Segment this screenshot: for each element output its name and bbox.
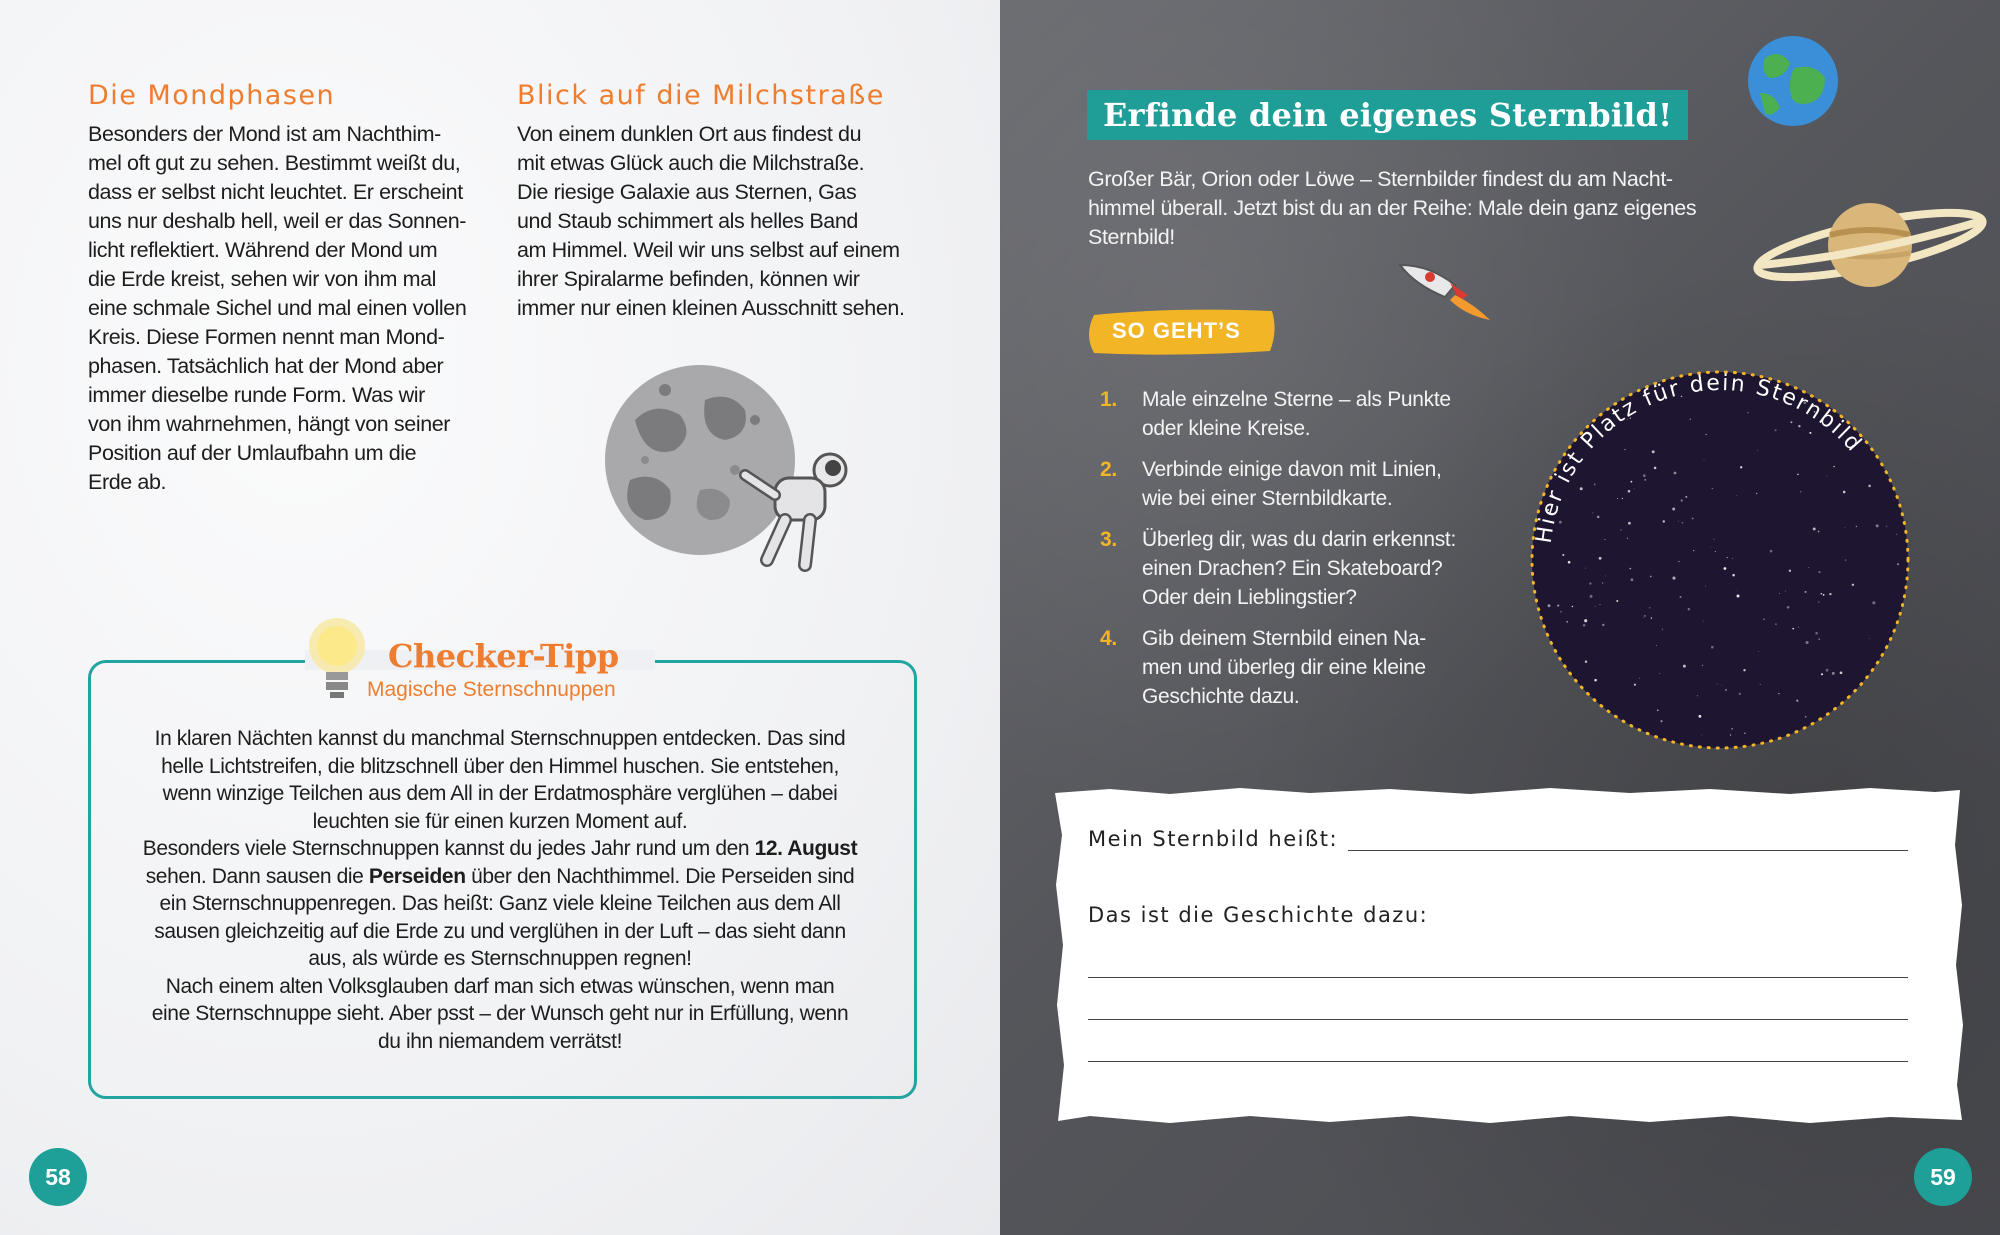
moon-astronaut-illustration — [605, 360, 865, 610]
text-line: sausen gleichzeitig auf die Erde zu und verglühen in der Luft – das sieht dann — [154, 919, 846, 943]
text-line: wenn winzige Teilchen aus dem All in der Erdatmosphäre verglühen – dabei — [162, 782, 838, 805]
star-dot — [1650, 576, 1652, 578]
star-dot — [1651, 617, 1652, 618]
star-dot — [1683, 665, 1686, 668]
star-dot — [1597, 516, 1600, 519]
story-line[interactable] — [1088, 977, 1908, 978]
tip-subtitle: Magische Sternschnuppen — [367, 678, 616, 701]
text-line: die Erde kreist, sehen wir von ihm mal — [88, 267, 437, 291]
star-dot — [1584, 619, 1587, 622]
star-dot — [1792, 628, 1794, 630]
star-dot — [1659, 673, 1660, 674]
star-dot — [1808, 567, 1809, 568]
text-line: Besonders der Mond ist am Nachthim- — [88, 122, 441, 146]
text-line: uns nur deshalb hell, weil er das Sonnen- — [88, 209, 467, 233]
star-dot — [1589, 582, 1591, 584]
text-line: phasen. Tatsächlich hat der Mond aber — [88, 354, 444, 378]
star-dot — [1634, 488, 1635, 489]
star-dot — [1832, 672, 1835, 675]
text-line: immer dieselbe runde Form. Was wir — [88, 383, 425, 407]
star-dot — [1743, 669, 1745, 671]
star-dot — [1585, 661, 1587, 663]
star-dot — [1656, 645, 1657, 646]
star-dot — [1818, 531, 1820, 533]
star-dot — [1763, 619, 1764, 620]
star-dot — [1599, 557, 1602, 560]
mondphasen-title: Die Mondphasen — [88, 80, 336, 111]
star-dot — [1775, 429, 1777, 431]
star-dot — [1896, 534, 1897, 535]
star-dot — [1806, 641, 1809, 644]
star-dot — [1800, 491, 1801, 492]
page-number-right: 59 — [1914, 1148, 1972, 1206]
text-line: sehen. Dann sausen die Perseiden über den Nachthimmel. Die Perseiden sind — [145, 864, 855, 888]
star-dot — [1869, 638, 1870, 639]
star-dot — [1845, 527, 1846, 528]
star-dot — [1732, 574, 1735, 577]
text-line: himmel überall. Jetzt bist du an der Reihe: Male dein ganz eigenes — [1088, 196, 1697, 220]
star-dot — [1760, 684, 1761, 685]
star-dot — [1897, 563, 1899, 565]
star-dot — [1634, 684, 1636, 686]
star-dot — [1787, 606, 1790, 609]
star-dot — [1797, 474, 1799, 476]
text-line: aus, als würde es Sternschnuppen regnen! — [308, 947, 692, 970]
star-dot — [1594, 679, 1597, 682]
star-dot — [1566, 621, 1568, 623]
text-line: eine schmale Sichel und mal einen vollen — [88, 296, 467, 320]
step-item: 2. Verbinde einige davon mit Linien, wie bei einer Sternbildkarte. — [1100, 458, 1442, 510]
star-dot — [1639, 678, 1640, 679]
text-line: Kreis. Diese Formen nennt man Mond- — [88, 325, 445, 349]
saturn-icon — [1750, 185, 1990, 305]
star-dot — [1703, 621, 1704, 622]
star-dot — [1572, 606, 1573, 607]
star-dot — [1731, 728, 1733, 730]
star-dot — [1826, 476, 1827, 477]
star-dot — [1690, 419, 1691, 420]
star-dot — [1798, 425, 1800, 427]
star-dot — [1590, 595, 1593, 598]
sternbild-name-label: Mein Sternbild heißt: — [1088, 827, 1339, 851]
so-gehts-label: SO GEHT’S — [1112, 318, 1241, 343]
star-dot — [1605, 576, 1606, 577]
perseiden-highlight: Perseiden — [368, 864, 466, 888]
star-dot — [1737, 590, 1738, 591]
star-dot — [1818, 638, 1820, 640]
star-dot — [1568, 561, 1571, 564]
text-line: dass er selbst nicht leuchtet. Er erscheint — [88, 180, 463, 204]
star-dot — [1705, 586, 1706, 587]
star-dot — [1730, 734, 1731, 735]
intro-text — [1088, 165, 1748, 252]
star-dot — [1692, 517, 1694, 519]
star-dot — [1823, 594, 1825, 596]
star-dot — [1732, 558, 1733, 559]
star-dot — [1663, 520, 1665, 522]
tip-body — [110, 725, 890, 1055]
step-item: 4. Gib deinem Sternbild einen Na- men und überleg dir eine kleine Geschichte dazu. — [1100, 627, 1426, 708]
story-line[interactable] — [1088, 1019, 1908, 1020]
star-dot — [1672, 577, 1675, 580]
star-dot — [1682, 522, 1684, 524]
story-line[interactable] — [1088, 1061, 1908, 1062]
text-line: Nach einem alten Volksglauben darf man sich etwas wünschen, wenn man — [165, 974, 835, 998]
text-line: Großer Bär, Orion oder Löwe – Sternbilder findest du am Nacht- — [1088, 167, 1673, 191]
star-dot — [1717, 683, 1718, 684]
heading-banner — [1087, 90, 1688, 140]
moon-icon — [605, 365, 795, 555]
text-line: Von einem dunklen Ort aus findest du — [517, 122, 862, 146]
star-dot — [1672, 508, 1675, 511]
star-dot — [1643, 474, 1646, 477]
star-dot — [1739, 693, 1741, 695]
text-line: mel oft gut zu sehen. Bestimmt weißt du, — [88, 151, 461, 175]
steps-list — [1100, 385, 1520, 723]
star-dot — [1789, 570, 1791, 572]
star-dot — [1645, 479, 1646, 480]
star-dot — [1843, 491, 1846, 494]
star-dot — [1796, 700, 1798, 702]
star-dot — [1657, 709, 1659, 711]
star-dot — [1621, 529, 1622, 530]
star-dot — [1688, 608, 1690, 610]
star-dot — [1622, 498, 1623, 499]
star-dot — [1662, 629, 1663, 630]
star-dot — [1617, 498, 1618, 499]
text-line: ein Sternschnuppenregen. Das heißt: Ganz viele kleine Teilchen aus dem All — [159, 892, 841, 915]
star-dot — [1775, 623, 1777, 625]
star-dot — [1602, 624, 1604, 626]
star-dot — [1852, 584, 1854, 586]
star-dot — [1758, 651, 1759, 652]
star-dot — [1592, 512, 1593, 513]
star-dot — [1628, 522, 1631, 525]
star-dot — [1580, 487, 1583, 490]
star-dot — [1711, 646, 1714, 649]
star-dot — [1805, 591, 1807, 593]
text-line: Besonders viele Sternschnuppen kannst du jedes Jahr rund um den 12. August — [142, 837, 858, 860]
star-dot — [1585, 568, 1586, 569]
star-dot — [1818, 602, 1819, 603]
milchstrasse-text — [517, 120, 937, 323]
star-dot — [1809, 432, 1811, 434]
star-dot — [1680, 596, 1682, 598]
star-dot — [1631, 578, 1634, 581]
page-heading: Erfinde dein eigenes Sternbild! — [1103, 96, 1673, 134]
star-dot — [1805, 716, 1807, 718]
star-dot — [1770, 550, 1773, 553]
star-dot — [1706, 434, 1707, 435]
star-dot — [1821, 593, 1823, 595]
star-dot — [1818, 571, 1820, 573]
circle-caption: Hier ist Platz für dein Sternbild — [1531, 370, 1868, 545]
star-dot — [1616, 600, 1618, 602]
mondphasen-text — [88, 120, 488, 497]
star-dot — [1736, 495, 1737, 496]
star-dot — [1756, 493, 1758, 495]
star-dot — [1652, 450, 1655, 453]
star-dot — [1711, 547, 1712, 548]
text-line: helle Lichtstreifen, die blitzschnell über den Himmel huschen. Sie entstehen, — [161, 754, 839, 778]
date-highlight: 12. August — [754, 837, 858, 860]
star-dot — [1702, 665, 1703, 666]
star-dot — [1654, 467, 1657, 470]
star-dot — [1868, 485, 1871, 488]
star-dot — [1798, 627, 1799, 628]
star-dot — [1829, 593, 1831, 595]
star-dot — [1674, 472, 1677, 475]
star-dot — [1757, 450, 1758, 451]
lightbulb-icon — [302, 614, 372, 704]
text-line: ihrer Spiralarme befinden, können wir — [517, 267, 860, 291]
star-dot — [1693, 550, 1694, 551]
star-dot — [1748, 412, 1749, 413]
earth-icon — [1745, 33, 1841, 129]
star-dot — [1721, 685, 1722, 686]
tip-title: Checker-Tipp — [388, 637, 619, 675]
star-dot — [1826, 669, 1829, 672]
star-dot — [1678, 521, 1679, 522]
star-dot — [1644, 615, 1646, 617]
text-line: eine Sternschnuppe sieht. Aber psst – der Wunsch geht nur in Erfüllung, wenn — [151, 1002, 849, 1025]
text-line: mit etwas Glück auch die Milchstraße. — [517, 151, 865, 175]
star-dot — [1643, 617, 1644, 618]
star-dot — [1744, 732, 1746, 734]
right-page — [1000, 0, 2000, 1235]
star-dot — [1629, 568, 1631, 570]
star-dot — [1876, 524, 1879, 527]
star-dot — [1785, 591, 1786, 592]
star-dot — [1790, 421, 1792, 423]
star-dot — [1778, 693, 1779, 694]
star-dot — [1712, 488, 1713, 489]
star-dot — [1562, 554, 1564, 556]
star-dot — [1725, 689, 1727, 691]
star-dot — [1560, 611, 1562, 613]
text-line: licht reflektiert. Während der Mond um — [88, 238, 438, 262]
star-dot — [1600, 604, 1601, 605]
star-dot — [1602, 582, 1604, 584]
star-dot — [1872, 601, 1875, 604]
star-dot — [1840, 671, 1843, 674]
text-line: Sternbild! — [1088, 225, 1175, 249]
star-dot — [1557, 605, 1559, 607]
story-label: Das ist die Geschichte dazu: — [1088, 903, 1429, 927]
star-dot — [1724, 567, 1727, 570]
star-dot — [1605, 539, 1606, 540]
star-dot — [1815, 632, 1818, 635]
text-line: immer nur einen kleinen Ausschnitt sehen. — [517, 296, 905, 320]
star-dot — [1886, 526, 1887, 527]
text-line: Die riesige Galaxie aus Sternen, Gas — [517, 180, 857, 204]
page-number-left: 58 — [29, 1148, 87, 1206]
star-dot — [1631, 481, 1633, 483]
star-dot — [1698, 715, 1701, 718]
text-line: Position auf der Umlaufbahn um die — [88, 441, 417, 465]
star-dot — [1821, 673, 1823, 675]
star-dot — [1660, 720, 1662, 722]
star-dot — [1736, 594, 1739, 597]
text-line: von ihm wahrnehmen, hängt von seiner — [88, 412, 451, 436]
star-dot — [1548, 604, 1551, 607]
star-dot — [1594, 483, 1596, 485]
star-dot — [1624, 449, 1625, 450]
star-dot — [1704, 459, 1705, 460]
text-line: am Himmel. Weil wir uns selbst auf einem — [517, 238, 900, 262]
star-dot — [1685, 496, 1687, 498]
star-dot — [1727, 557, 1728, 558]
star-dot — [1845, 559, 1847, 561]
star-dot — [1833, 466, 1835, 468]
star-dot — [1779, 593, 1780, 594]
text-line: Erde ab. — [88, 470, 167, 494]
star-dot — [1681, 499, 1683, 501]
text-line: leuchten sie für einen kurzen Moment auf. — [312, 809, 688, 833]
milchstrasse-title: Blick auf die Milchstraße — [517, 80, 885, 111]
rocket-icon — [1390, 255, 1500, 325]
star-dot — [1595, 606, 1596, 607]
text-line: In klaren Nächten kannst du manchmal Sternschnuppen entdecken. Das sind — [154, 727, 846, 750]
star-dot — [1740, 466, 1742, 468]
step-item: 1. Male einzelne Sterne – als Punkte oder kleine Kreise. — [1100, 388, 1451, 440]
text-line: du ihn niemandem verrätst! — [377, 1029, 623, 1053]
star-dot — [1701, 735, 1702, 736]
step-item: 3. Überleg dir, was du darin erkennst: einen Drachen? Ein Skateboard? Oder dein Lieblingstier? — [1100, 528, 1457, 609]
text-line: und Staub schimmert als helles Band — [517, 209, 858, 233]
star-dot — [1628, 490, 1631, 493]
star-dot — [1583, 624, 1586, 627]
star-dot — [1627, 537, 1629, 539]
star-dot — [1715, 551, 1716, 552]
star-dot — [1713, 539, 1714, 540]
star-dot — [1678, 561, 1679, 562]
sternbild-name-field[interactable] — [1348, 850, 1908, 851]
star-dot — [1856, 526, 1857, 527]
star-dot — [1813, 527, 1816, 530]
sternbild-drawing-area[interactable] — [1520, 330, 1920, 770]
star-dot — [1670, 733, 1671, 734]
star-dot — [1649, 607, 1651, 609]
star-dot — [1697, 695, 1698, 696]
